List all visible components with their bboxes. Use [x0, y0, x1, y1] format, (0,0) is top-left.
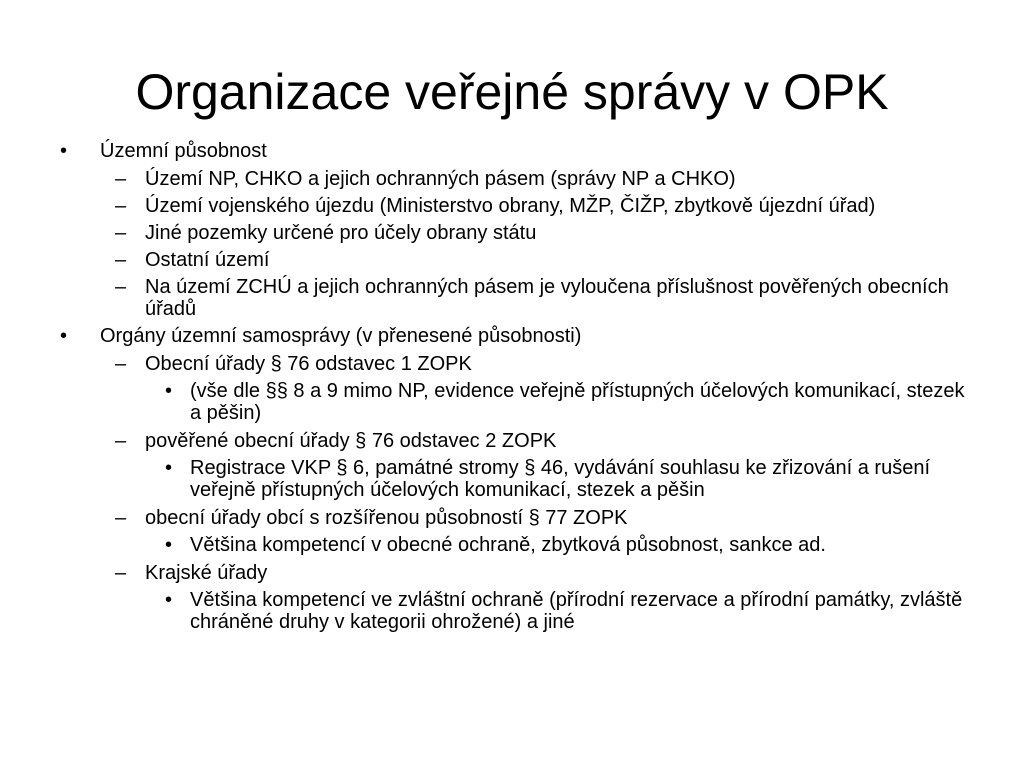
slide-content — [60, 140, 980, 639]
list-item-text: Území vojenského újezdu (Ministerstvo obrany, MŽP, ČIŽP, zbytkově újezdní úřad) — [145, 195, 876, 217]
list-item-extended-municipal-offices — [60, 507, 980, 529]
list-item-municipal-offices — [60, 353, 980, 375]
list-item-text: Orgány územní samosprávy (v přenesené působnosti) — [100, 325, 582, 347]
list-item-text: pověřené obecní úřady § 76 odstavec 2 ZOPK — [145, 430, 557, 452]
list-item-regional-offices — [60, 562, 980, 584]
bullet-marker: • — [165, 534, 173, 556]
list-item-regional-offices-detail — [60, 589, 980, 633]
list-item-authorized-offices-detail — [60, 457, 980, 501]
list-item-text: Jiné pozemky určené pro účely obrany státu — [145, 222, 537, 244]
bullet-marker: • — [60, 325, 68, 347]
dash-marker: – — [115, 430, 127, 452]
bullet-marker: • — [165, 457, 173, 479]
list-item-text: Na území ZCHÚ a jejich ochranných pásem je vyloučena příslušnost pověřených obecních úřadů — [145, 276, 949, 320]
list-item-military-area — [60, 195, 980, 217]
dash-marker: – — [115, 276, 127, 298]
list-item-text: Území NP, CHKO a jejich ochranných pásem (správy NP a CHKO) — [145, 168, 736, 190]
bullet-marker: • — [165, 380, 173, 402]
list-item-other-territory — [60, 249, 980, 271]
list-item-text: obecní úřady obcí s rozšířenou působností § 77 ZOPK — [145, 507, 628, 529]
list-item-extended-offices-detail — [60, 534, 980, 556]
list-item-territorial-scope — [60, 140, 980, 162]
list-item-municipal-offices-detail — [60, 380, 980, 424]
bullet-marker: • — [165, 589, 173, 611]
dash-marker: – — [115, 168, 127, 190]
list-item-authorized-municipal-offices — [60, 430, 980, 452]
dash-marker: – — [115, 195, 127, 217]
list-item-defense-land — [60, 222, 980, 244]
list-item-text: Registrace VKP § 6, památné stromy § 46, vydávání souhlasu ke zřizování a rušení veřejně přístupných účelových komunikací, stezek a pěšin — [190, 457, 931, 501]
list-item-text: Většina kompetencí ve zvláštní ochraně (přírodní rezervace a přírodní památky, zvláště chráněné druhy v kategorii ohrožené) a jiné — [190, 589, 963, 633]
list-item-zchu-exclusion — [60, 276, 980, 320]
dash-marker: – — [115, 507, 127, 529]
dash-marker: – — [115, 222, 127, 244]
list-item-text: Většina kompetencí v obecné ochraně, zbytková působnost, sankce ad. — [190, 534, 826, 556]
dash-marker: – — [115, 562, 127, 584]
dash-marker: – — [115, 249, 127, 271]
list-item-text: Obecní úřady § 76 odstavec 1 ZOPK — [145, 353, 472, 375]
dash-marker: – — [115, 353, 127, 375]
list-item-text: Krajské úřady — [145, 562, 268, 584]
slide-title: Organizace veřejné správy v OPK — [135, 64, 889, 120]
list-item-text: (vše dle §§ 8 a 9 mimo NP, evidence veřejně přístupných účelových komunikací, stezek a pěšin) — [190, 380, 965, 424]
list-item-np-chko — [60, 168, 980, 190]
bullet-marker: • — [60, 140, 68, 162]
list-item-text: Ostatní území — [145, 249, 270, 271]
list-item-self-government-bodies — [60, 325, 980, 347]
list-item-text: Územní působnost — [100, 140, 267, 162]
